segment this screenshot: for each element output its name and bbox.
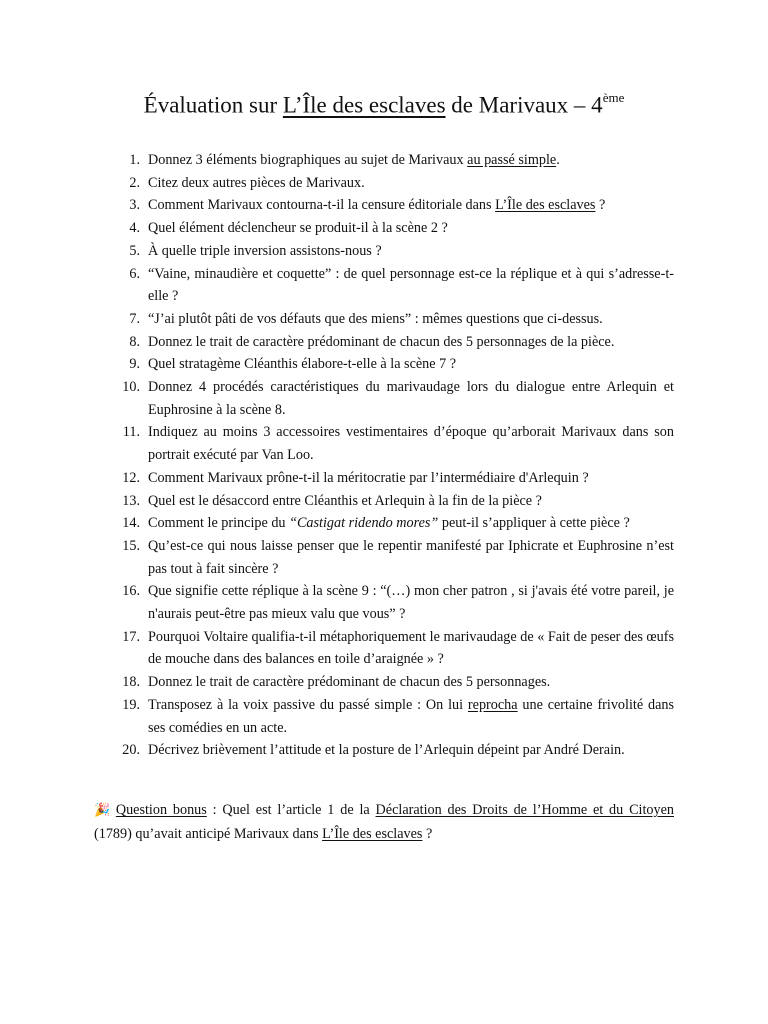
question-number: 9. [129, 356, 140, 373]
question-number: 18. [122, 674, 140, 691]
page-title [0, 84, 768, 122]
question-item [122, 535, 674, 580]
bonus-text-1: : Quel est l’article 1 de la [206, 802, 376, 818]
question-number: 20. [122, 742, 140, 759]
question-text: reprocha [467, 696, 518, 713]
question-number: 6. [129, 265, 140, 282]
question-item [122, 512, 674, 535]
question-text: Donnez 4 procédés caractéristiques du marivaudage lors du dialogue entre Arlequin et Euphrosine à la scène 8. [148, 379, 674, 418]
question-text: L’Île des esclaves [495, 197, 596, 214]
question-number: 7. [129, 310, 140, 327]
bonus-text-3: ? [422, 826, 433, 842]
title-middle: de Marivaux – 4 [445, 92, 603, 118]
question-text: Transposez à la voix passive du passé simple : On lui [148, 696, 468, 713]
bonus-declaration: Déclaration des Droits de l’Homme et du Citoyen [375, 802, 674, 818]
question-number: 1. [129, 152, 140, 168]
question-item [129, 240, 674, 263]
question-number: 16. [122, 583, 140, 600]
question-item [129, 149, 674, 172]
question-item [122, 421, 674, 466]
question-text: Quel stratagème Cléanthis élabore-t-elle à la scène 7 ? [148, 356, 457, 373]
question-text: “Castigat ridendo mores” [289, 515, 439, 532]
question-text: Donnez 3 éléments biographiques au sujet de Marivaux [148, 152, 468, 168]
question-text: À quelle triple inversion assistons-nous ? [148, 242, 382, 259]
question-item [129, 353, 674, 376]
question-item [122, 490, 674, 513]
question-text: une certaine frivolité dans ses comédies en un acte. [148, 696, 674, 736]
question-item [129, 172, 674, 195]
question-item [129, 308, 674, 331]
question-item [122, 580, 674, 625]
question-number: 15. [122, 537, 140, 554]
question-number: 17. [122, 628, 140, 645]
question-item [129, 194, 674, 217]
question-text: Comment le principe du [148, 515, 290, 532]
question-text: Pourquoi Voltaire qualifia-t-il métaphoriquement le marivaudage de « Fait de peser des œufs de mouche dans des balances en toile d’araignée » ? [148, 628, 674, 668]
question-number: 4. [129, 220, 140, 237]
question-number: 10. [122, 379, 140, 396]
title-superscript: ème [602, 90, 625, 105]
title-prefix: Évaluation sur [143, 92, 283, 118]
question-number: 3. [129, 197, 140, 214]
bonus-work: L’Île des esclaves [322, 826, 423, 842]
question-text: Indiquez au moins 3 accessoires vestimentaires d’époque qu’arborait Marivaux dans son portrait exécuté par Van Loo. [148, 424, 674, 464]
question-item [122, 671, 674, 694]
question-number: 19. [122, 696, 140, 713]
question-text: Citez deux autres pièces de Marivaux. [148, 174, 365, 191]
question-item [122, 626, 674, 671]
question-item [129, 217, 674, 240]
question-item [122, 467, 674, 490]
question-item [129, 331, 674, 354]
question-item [129, 263, 674, 308]
question-text: . [556, 152, 560, 168]
title-work: L’Île des esclaves [282, 92, 446, 118]
party-popper-icon: 🎉 [94, 802, 111, 817]
bonus-label: Question bonus [115, 802, 207, 818]
question-number: 12. [122, 469, 140, 486]
question-number: 2. [129, 174, 140, 191]
question-text: Quel élément déclencheur se produit-il à la scène 2 ? [148, 220, 448, 237]
question-text: Donnez le trait de caractère prédominant de chacun des 5 personnages. [148, 674, 551, 691]
question-text: peut-il s’appliquer à cette pièce ? [438, 515, 630, 532]
question-text: Décrivez brièvement l’attitude et la posture de l’Arlequin dépeint par André Derain. [148, 742, 625, 759]
question-text: Quel est le désaccord entre Cléanthis et Arlequin à la fin de la pièce ? [148, 492, 542, 509]
question-list [122, 149, 674, 762]
question-text: Comment Marivaux contourna-t-il la censure éditoriale dans [148, 197, 496, 214]
question-text: Qu’est-ce qui nous laisse penser que le repentir manifesté par Iphicrate et Euphrosine n’est pas tout à fait sincère ? [148, 537, 674, 577]
question-number: 5. [129, 242, 140, 259]
question-text: au passé simple [467, 152, 557, 168]
question-text: Que signifie cette réplique à la scène 9 : “(…) mon cher patron , si j'avais été votre pareil, je n'aurais peut-être pas mieux valu que vous” ? [148, 583, 674, 623]
question-text: “J’ai plutôt pâti de vos défauts que des miens” : mêmes questions que ci-dessus. [148, 310, 603, 327]
question-number: 8. [129, 333, 140, 350]
question-item [122, 376, 674, 421]
question-text: Comment Marivaux prône-t-il la méritocratie par l’intermédiaire d'Arlequin ? [148, 469, 589, 486]
question-text: ? [595, 197, 606, 214]
question-number: 14. [122, 515, 140, 532]
question-number: 11. [122, 424, 140, 441]
question-text: Donnez le trait de caractère prédominant de chacun des 5 personnages de la pièce. [148, 333, 615, 350]
question-item [122, 739, 674, 762]
question-text: “Vaine, minaudière et coquette” : de quel personnage est-ce la réplique et à qui s’adresse-t-elle ? [148, 265, 674, 305]
bonus-text-2: (1789) qu’avait anticipé Marivaux dans [94, 826, 323, 842]
bonus-question [94, 798, 674, 846]
question-item [122, 694, 674, 739]
question-number: 13. [122, 492, 140, 509]
